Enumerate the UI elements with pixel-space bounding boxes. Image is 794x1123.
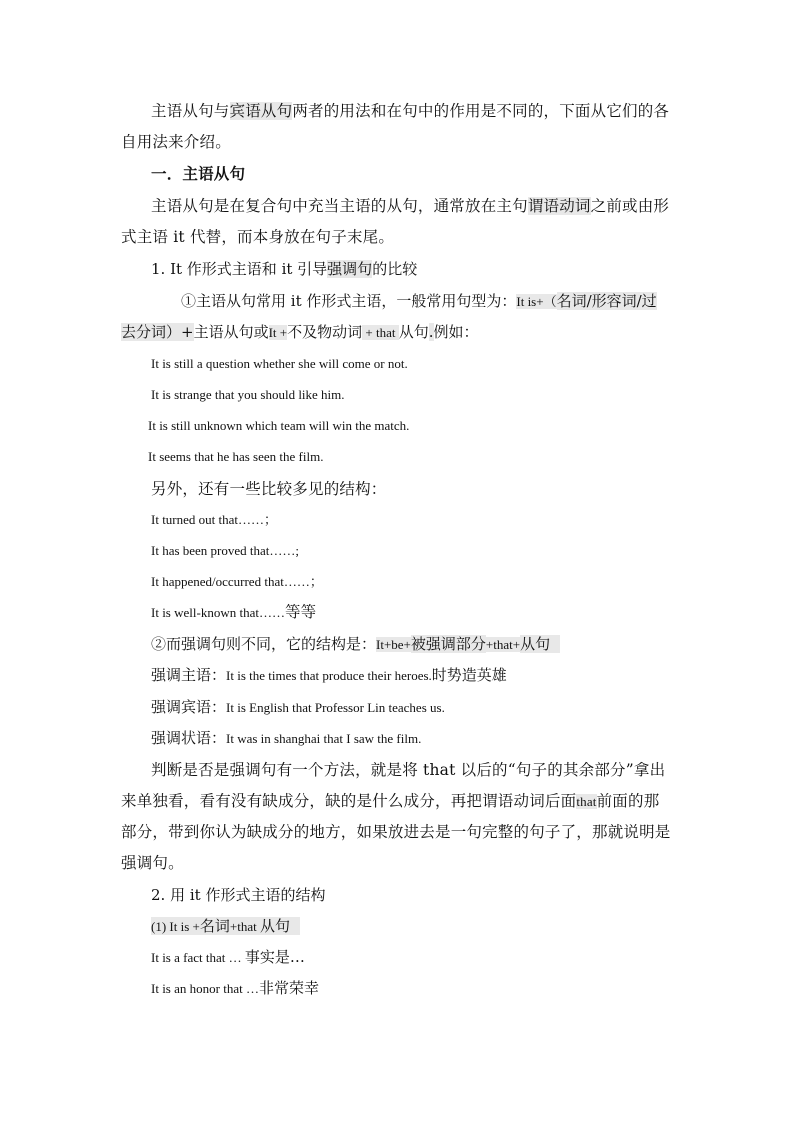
judgement-paragraph-line-2: 来单独看，看有没有缺成分，缺的是什么成分，再把谓语动词后面that前面的那 xyxy=(121,792,660,810)
intro-paragraph-line-1: 主语从句与宾语从句两者的用法和在句中的作用是不同的，下面从它们的各 xyxy=(151,102,670,120)
emphasis-adverbial-example: 强调状语：It was in shanghai that I saw the film. xyxy=(151,729,422,747)
emphatic-structure-line: ②而强调句则不同，它的结构是：It+be+被强调部分+that+从句 xyxy=(151,631,560,658)
structure-example: It turned out that……； xyxy=(151,512,278,527)
example-sentence: It is still unknown which team will win the match. xyxy=(148,418,410,433)
judgement-paragraph-line-1: 判断是否是强调句有一个方法，就是将 that 以后的“句子的其余部分”拿出 xyxy=(151,761,666,779)
emphasis-subject-example: 强调主语：It is the times that produce their heroes.时势造英雄 xyxy=(151,666,507,684)
other-structures-intro: 另外，还有一些比较多见的结构： xyxy=(151,480,387,498)
subsection-title-2: 2. 用 it 作形式主语的结构 xyxy=(151,886,326,904)
intro-paragraph-line-2: 自用法来介绍。 xyxy=(121,133,231,151)
example-sentence: It seems that he has seen the film. xyxy=(148,449,324,464)
subject-clause-paragraph-line-2: 式主语 it 代替，而本身放在句子末尾。 xyxy=(121,228,395,246)
highlight-object-clause: 宾语从句 xyxy=(229,102,293,120)
structure-1-example: It is an honor that …非常荣幸 xyxy=(151,979,319,997)
structure-example: It has been proved that……; xyxy=(151,543,300,558)
structure-example: It is well-known that……等等 xyxy=(151,604,317,621)
structure-1-example: It is a fact that … 事实是… xyxy=(151,948,305,966)
structure-example: It happened/occurred that……； xyxy=(151,574,323,589)
structure-1-title: (1) It is +名词+that 从句 xyxy=(151,913,300,940)
example-sentence: It is still a question whether she will come or not. xyxy=(151,356,408,371)
pattern-paragraph-line-1: ①主语从句常用 it 作形式主语，一般常用句型为：It is+（名词/形容词/过 xyxy=(181,292,657,310)
highlight-predicate-verb: 谓语动词 xyxy=(527,197,591,215)
judgement-paragraph-line-4: 强调句。 xyxy=(121,854,184,872)
emphasis-object-example: 强调宾语：It is English that Professor Lin teaches us. xyxy=(151,698,445,716)
highlight-emphatic-sentence: 强调句 xyxy=(327,260,373,278)
section-heading-subject-clause: 一．主语从句 xyxy=(151,164,246,183)
judgement-paragraph-line-3: 部分，带到你认为缺成分的地方，如果放进去是一句完整的句子了，那就说明是 xyxy=(121,823,671,841)
pattern-paragraph-line-2: 去分词）+主语从句或It +不及物动词 + that 从句.例如： xyxy=(121,323,479,341)
subsection-title-1: 1. It 作形式主语和 it 引导强调句的比较 xyxy=(151,260,418,278)
subject-clause-paragraph-line-1: 主语从句是在复合句中充当主语的从句，通常放在主句谓语动词之前或由形 xyxy=(151,197,670,215)
example-sentence: It is strange that you should like him. xyxy=(151,387,345,402)
